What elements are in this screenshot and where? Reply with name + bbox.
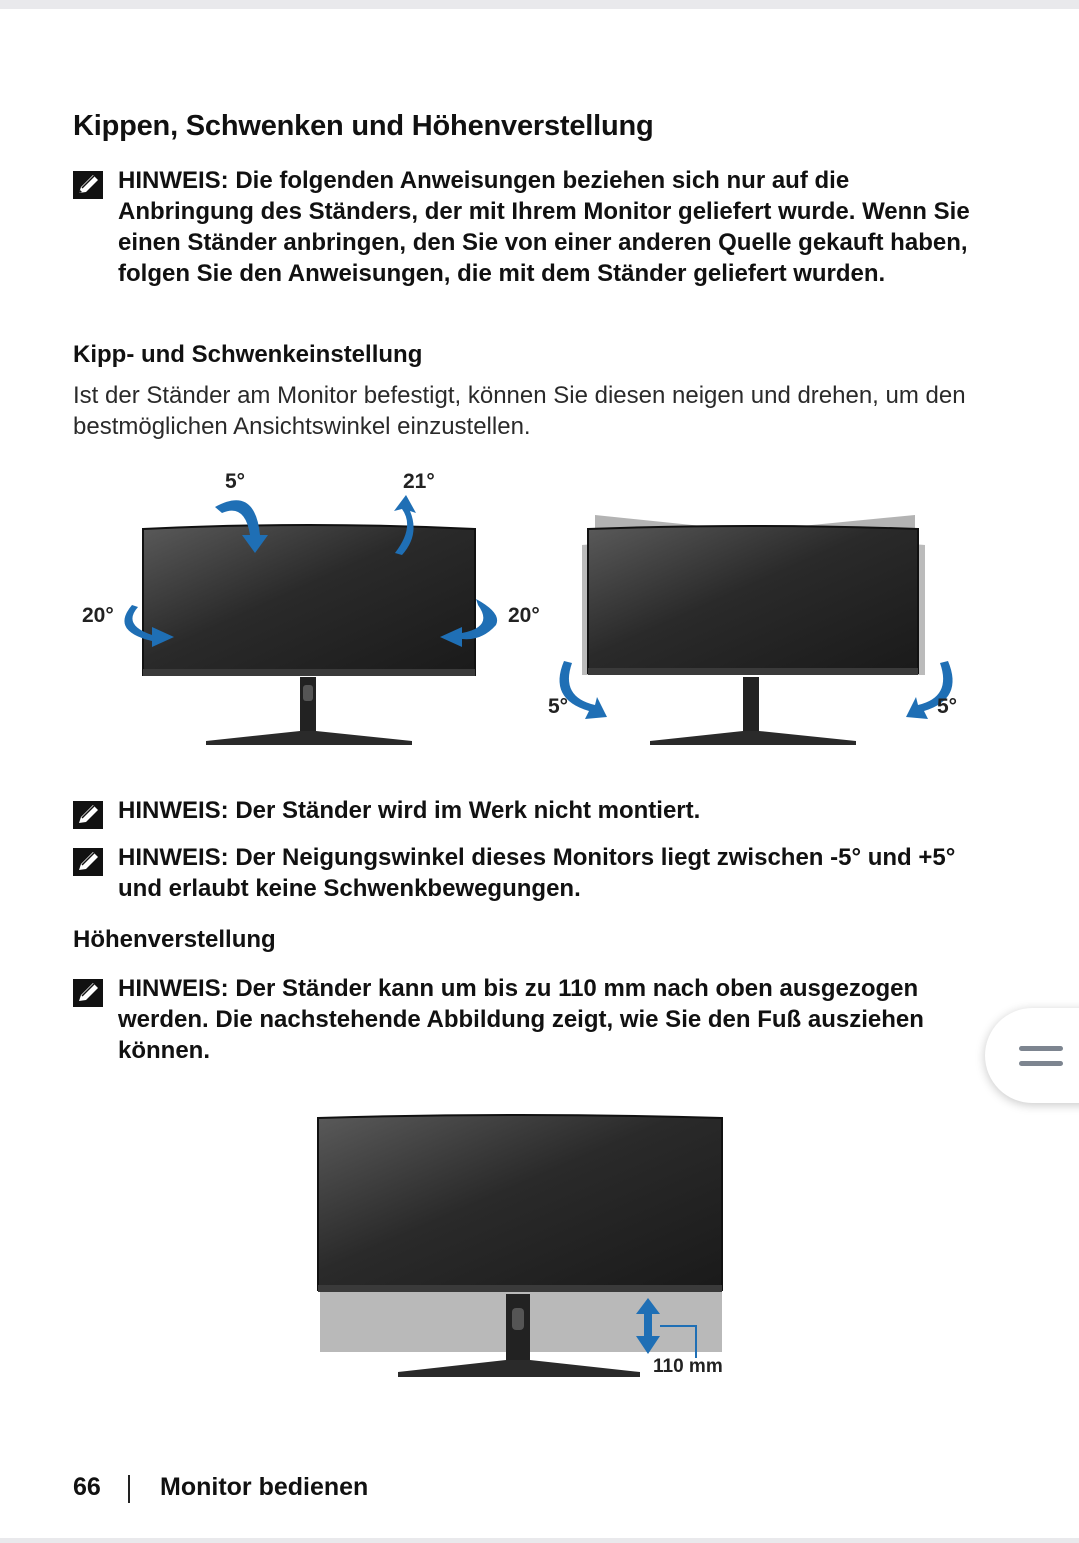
note-box-2 — [73, 795, 973, 835]
chapter-title: Monitor bedienen — [160, 1473, 369, 1501]
figure-height-adjustment — [310, 1110, 740, 1385]
monitor-right — [582, 515, 925, 745]
note-text-2: HINWEIS: Der Ständer wird im Werk nicht montiert. — [118, 797, 701, 824]
hamburger-menu-line — [1019, 1061, 1063, 1066]
note-pencil-icon — [73, 171, 103, 199]
menu-button[interactable] — [985, 1008, 1079, 1103]
angle-label-tilt-back: 21° — [403, 470, 435, 493]
note-text-3: HINWEIS: Der Neigungswinkel dieses Monitors liegt zwischen -5° und +5° und erlaubt keine Schwenkbewegungen. — [118, 844, 956, 902]
tilt-paragraph: Ist der Ständer am Monitor befestigt, können Sie diesen neigen und drehen, um den bestmöglichen Ansichtswinkel einzustellen. — [73, 382, 966, 440]
bottom-edge-bar — [0, 1538, 1079, 1543]
note-box-4 — [73, 973, 973, 1068]
footer-separator — [128, 1475, 130, 1503]
height-label: 110 mm — [653, 1356, 723, 1377]
note-pencil-icon — [73, 848, 103, 876]
subheading-height: Höhenverstellung — [73, 926, 276, 953]
note-text-4: HINWEIS: Der Ständer kann um bis zu 110 mm nach oben ausgezogen werden. Die nachstehende Abbildung zeigt, wie Sie den Fuß ausziehen können. — [118, 975, 924, 1064]
note-box-3 — [73, 842, 973, 907]
angle-label-swivel-right: 20° — [508, 604, 540, 627]
angle-label-rotate-right: 5° — [937, 695, 958, 718]
note-text-1: HINWEIS: Die folgenden Anweisungen beziehen sich nur auf die Anbringung des Ständers, der mit Ihrem Monitor geliefert wurde. Wenn Sie einen Ständer anbringen, den Sie von einer anderen Quelle gekauft haben, folgen Sie den Anweisungen, die mit dem Ständer geliefert wurden. — [118, 167, 970, 287]
note-box-1 — [73, 165, 973, 320]
note-pencil-icon — [73, 979, 103, 1007]
top-edge-bar — [0, 0, 1079, 9]
page-number: 66 — [73, 1473, 101, 1501]
angle-label-rotate-left: 5° — [548, 695, 569, 718]
hamburger-menu-icon — [1019, 1046, 1063, 1051]
subheading-tilt-swivel: Kipp- und Schwenkeinstellung — [73, 341, 423, 368]
angle-label-swivel-left: 20° — [82, 604, 114, 627]
section-title: Kippen, Schwenken und Höhenverstellung — [73, 110, 654, 142]
angle-label-tilt-forward: 5° — [225, 470, 246, 493]
monitor-left — [143, 525, 475, 745]
note-pencil-icon — [73, 801, 103, 829]
